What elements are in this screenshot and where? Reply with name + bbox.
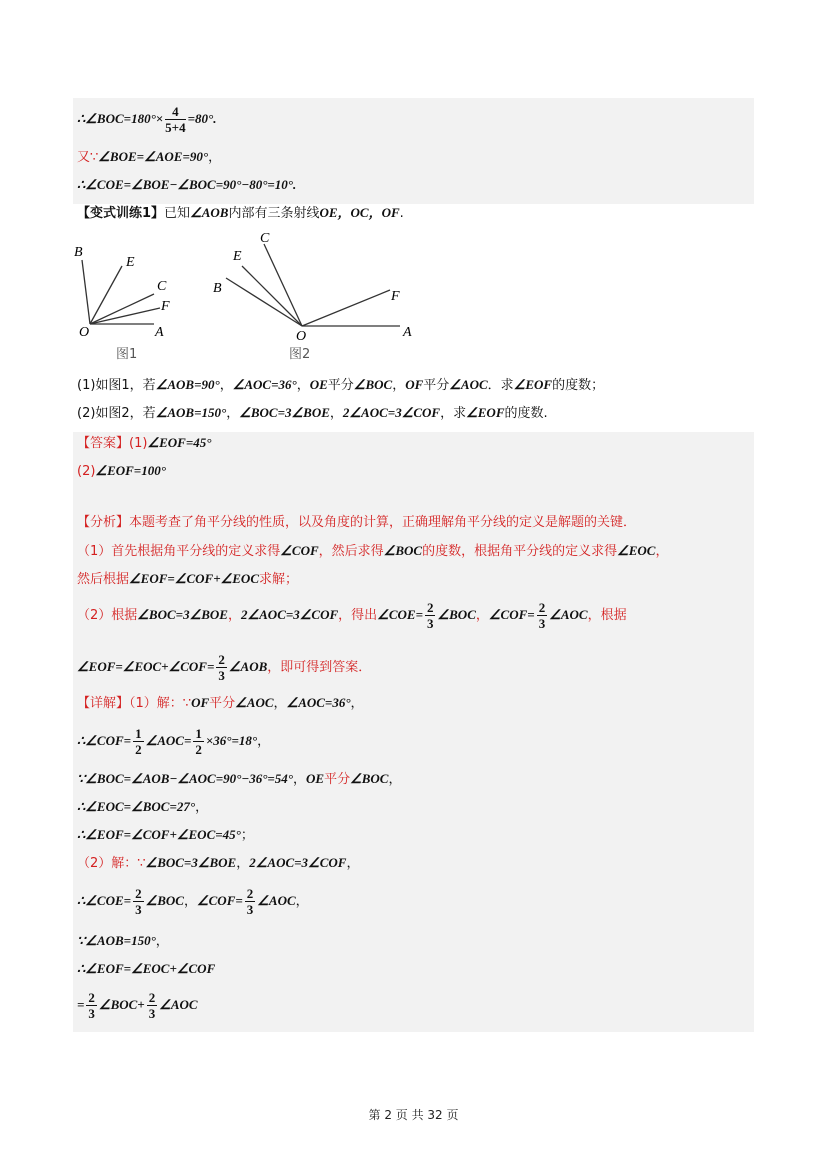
fraction-numerator: 2	[88, 990, 95, 1005]
analysis-math: ∠BOC=3∠BOE	[137, 607, 228, 622]
analysis-text: 本题考查了角平分线的性质，以及角度的计算，正确理解角平分线的定义是解题的关键．	[129, 515, 637, 530]
figure-2	[226, 244, 400, 326]
q1-math: ∠AOC=36°	[232, 377, 297, 392]
answer-line-1	[77, 434, 211, 453]
solution-text: （2）解：∵	[77, 856, 146, 871]
analysis-text: ，得出	[338, 608, 378, 623]
fraction-numerator: 2	[218, 652, 225, 667]
solution-math: 2∠AOC=3∠COF	[249, 855, 347, 870]
analysis-math: 2∠AOC=3∠COF	[240, 607, 339, 622]
fraction-denominator: 3	[135, 902, 142, 917]
fraction-two-thirds	[245, 886, 256, 917]
fraction-denominator: 3	[246, 902, 254, 917]
top-line-1-prefix: ∴∠BOC=180°×	[77, 111, 164, 126]
label-F-fig1: F	[161, 299, 170, 314]
fraction-numerator: 2	[135, 886, 142, 901]
punct: ，	[346, 856, 360, 871]
fraction-denominator: 3	[538, 616, 546, 631]
solution-line-9	[77, 960, 215, 979]
analysis-text: 求解；	[258, 572, 298, 587]
label-A-fig1: A	[155, 325, 164, 340]
punct: ，	[295, 894, 309, 909]
answer-tag: 【答案】	[77, 436, 130, 451]
solution-math: ∠BOC+	[98, 997, 145, 1012]
fraction-one-half	[133, 726, 144, 757]
figures	[70, 228, 430, 368]
fraction-denominator: 3	[88, 1006, 95, 1021]
fraction-numerator: 2	[538, 600, 546, 615]
ray-OF-fig2	[302, 290, 390, 326]
analysis-tag: 【分析】	[77, 515, 130, 530]
top-line-1	[77, 104, 216, 135]
punct: ；	[240, 828, 254, 843]
solution-math: ∵∠BOC=∠AOB−∠AOC=90°−36°=54°	[77, 771, 293, 786]
punct: ，	[655, 544, 669, 559]
analysis-math: ∠BOC	[383, 543, 423, 558]
solution-line-1	[77, 694, 364, 713]
ray-OF-fig1	[90, 308, 160, 324]
analysis-line-1	[77, 514, 636, 532]
solution-math: OE	[306, 771, 325, 786]
solution-math: ∠AOC=36°	[286, 695, 351, 710]
label-C-fig1: C	[157, 279, 167, 294]
analysis-math: ∠COF	[280, 543, 319, 558]
punct: ，	[219, 378, 233, 393]
punct: ，	[350, 696, 364, 711]
answer-2-prefix: (2)	[77, 464, 96, 479]
punct: ，	[226, 406, 240, 421]
variant-angle: ∠AOB	[190, 205, 229, 220]
analysis-text: ，即可得到答案．	[267, 660, 372, 675]
fraction-two-thirds	[216, 652, 227, 683]
ray-OB-fig1	[82, 260, 90, 324]
ray-OE-fig1	[90, 266, 122, 324]
fraction-two-thirds	[86, 990, 97, 1021]
label-E-fig2: E	[233, 249, 242, 264]
solution-math: ∠AOC	[159, 997, 198, 1012]
analysis-text: 的度数，根据角平分线的定义求得	[422, 544, 618, 559]
question-2	[77, 404, 548, 423]
q2-math: ∠AOB=150°	[155, 405, 227, 420]
figure-1	[82, 260, 160, 324]
solution-math: ∴∠EOC=∠BOC=27°	[77, 799, 196, 814]
analysis-line-4	[77, 600, 627, 631]
analysis-math: ∠EOF=∠COF+∠EOC	[129, 571, 259, 586]
punct: ，	[475, 608, 489, 623]
punct: ，	[236, 856, 250, 871]
figure-2-labels	[213, 231, 412, 362]
q1-math: ∠AOC	[449, 377, 488, 392]
top-line-2	[77, 148, 221, 167]
punct: ，	[296, 378, 310, 393]
analysis-math: ∠AOC	[549, 607, 588, 622]
fraction-denominator: 5+4	[165, 120, 186, 135]
variant-heading	[77, 204, 404, 223]
fraction-numerator: 2	[246, 886, 254, 901]
fraction-denominator: 2	[135, 742, 142, 757]
analysis-math: ∠COF=	[488, 607, 535, 622]
caption-fig1: 图1	[116, 347, 138, 362]
punct: ，	[392, 378, 406, 393]
label-C-fig2: C	[260, 231, 270, 246]
analysis-math: ∠AOB	[228, 659, 268, 674]
fraction-denominator: 3	[218, 668, 225, 683]
solution-math: ∴∠EOF=∠COF+∠EOC=45°	[77, 827, 241, 842]
solution-line-2	[77, 726, 270, 757]
answer-1: ∠EOF=45°	[147, 435, 212, 450]
punct: ，	[293, 772, 307, 787]
q2-math: ∠BOC=3∠BOE	[239, 405, 330, 420]
punct: ，	[208, 150, 222, 165]
analysis-text: ，根据	[587, 608, 627, 623]
analysis-line-2	[77, 542, 669, 561]
solution-tag: 【详解】	[77, 696, 130, 711]
q2-text: (2)如图2，若	[77, 406, 156, 421]
punct: ，	[155, 934, 169, 949]
solution-math: ∠AOC	[257, 893, 296, 908]
question-1	[77, 376, 604, 395]
solution-math: ∵∠AOB=150°	[77, 933, 156, 948]
top-line-1-fraction	[165, 104, 185, 135]
label-O-fig2: O	[296, 329, 307, 344]
q1-text: (1)如图1，若	[77, 378, 156, 393]
fraction-two-thirds	[537, 600, 548, 631]
label-O-fig1: O	[79, 325, 90, 340]
q2-math: 2∠AOC=3∠COF	[342, 405, 441, 420]
analysis-line-5	[77, 652, 371, 683]
solution-text: 平分	[209, 696, 236, 711]
analysis-text: （2）根据	[77, 608, 138, 623]
analysis-line-3	[77, 570, 298, 589]
label-B-fig1: B	[74, 245, 83, 260]
fraction-one-half	[193, 726, 204, 757]
variant-intro: 已知	[164, 206, 191, 221]
solution-math: OF	[191, 695, 210, 710]
punct: ，	[329, 406, 343, 421]
top-line-1-suffix: =80°.	[187, 111, 217, 126]
q1-math: OE	[309, 377, 328, 392]
q1-text: ．求	[487, 378, 514, 393]
solution-line-4	[77, 798, 208, 817]
solution-math: ∠COF=	[196, 893, 243, 908]
fraction-two-thirds	[147, 990, 158, 1021]
solution-math: ∠AOC	[235, 695, 274, 710]
top-line-2-math: ∠BOE=∠AOE=90°	[98, 149, 209, 164]
analysis-text: （1）首先根据角平分线的定义求得	[77, 544, 281, 559]
punct: ，	[195, 800, 209, 815]
fraction-numerator: 1	[195, 726, 202, 741]
solution-math: ∠BOC	[145, 893, 184, 908]
solution-line-6	[77, 854, 359, 873]
solution-math: ×36°=18°	[205, 733, 258, 748]
label-F-fig2: F	[391, 289, 400, 304]
fraction-denominator: 2	[195, 742, 202, 757]
answer-line-2	[77, 462, 166, 481]
q2-text: ，求	[440, 406, 467, 421]
variant-tag: 【变式训练1】	[77, 206, 165, 221]
q1-math: OF	[405, 377, 424, 392]
fraction-numerator: 1	[135, 726, 142, 741]
analysis-math: ∠EOC	[617, 543, 656, 558]
fraction-denominator: 3	[426, 616, 434, 631]
solution-line-10	[77, 990, 198, 1021]
solution-math: ∴∠COF=	[77, 733, 132, 748]
solution-line-5	[77, 826, 254, 845]
variant-end: .	[399, 206, 404, 221]
punct: ，	[388, 772, 402, 787]
q1-text: 的度数；	[552, 378, 605, 393]
variant-rays: OE，OC，OF	[319, 205, 400, 220]
fraction-numerator: 2	[426, 600, 434, 615]
solution-math: =	[77, 997, 85, 1012]
analysis-math: ∠COE=	[377, 607, 423, 622]
solution-math: ∴∠EOF=∠EOC+∠COF	[77, 961, 216, 976]
q1-math: ∠EOF	[513, 377, 553, 392]
analysis-text: ，然后求得	[318, 544, 384, 559]
top-line-2-because: 又∵	[77, 150, 99, 165]
solution-text: 平分	[324, 772, 351, 787]
answer-2: ∠EOF=100°	[95, 463, 166, 478]
caption-fig2: 图2	[289, 347, 311, 362]
solution-math: ∠BOC=3∠BOE	[145, 855, 237, 870]
punct: ，	[257, 734, 271, 749]
q1-math: ∠BOC	[353, 377, 393, 392]
variant-mid: 内部有三条射线	[228, 206, 320, 221]
fraction-two-thirds	[425, 600, 436, 631]
punct: ，	[273, 696, 287, 711]
punct: ，	[227, 608, 241, 623]
label-A-fig2: A	[403, 325, 412, 340]
answer-1-prefix: (1)	[129, 436, 148, 451]
top-line-3-math: ∴∠COE=∠BOE−∠BOC=90°−80°=10°.	[77, 177, 297, 192]
punct: ，	[183, 894, 197, 909]
fraction-two-thirds	[133, 886, 144, 917]
q1-text: 平分	[327, 378, 354, 393]
q2-text: 的度数.	[504, 406, 548, 421]
solution-math: ∠AOC=	[145, 733, 192, 748]
solution-line-7	[77, 886, 309, 917]
label-E-fig1: E	[126, 255, 135, 270]
fraction-numerator: 4	[165, 104, 185, 120]
q1-text: 平分	[423, 378, 450, 393]
ray-OE-fig2	[242, 266, 302, 326]
q2-math: ∠EOF	[466, 405, 505, 420]
solution-line-3	[77, 770, 402, 789]
figure-1-labels	[74, 245, 170, 362]
top-line-3	[77, 176, 296, 195]
solution-text: （1）解：∵	[129, 696, 192, 711]
fraction-denominator: 3	[148, 1006, 156, 1021]
ray-OC-fig1	[90, 294, 154, 324]
solution-math: ∴∠COE=	[77, 893, 132, 908]
analysis-math: ∠EOF=∠EOC+∠COF=	[77, 659, 215, 674]
page-footer: 第 2 页 共 32 页	[368, 1108, 459, 1122]
fraction-numerator: 2	[148, 990, 156, 1005]
analysis-text: 然后根据	[77, 572, 130, 587]
solution-math: ∠BOC	[350, 771, 389, 786]
analysis-math: ∠BOC	[437, 607, 476, 622]
q1-math: ∠AOB=90°	[155, 377, 220, 392]
solution-line-8	[77, 932, 169, 951]
label-B-fig2: B	[213, 281, 222, 296]
